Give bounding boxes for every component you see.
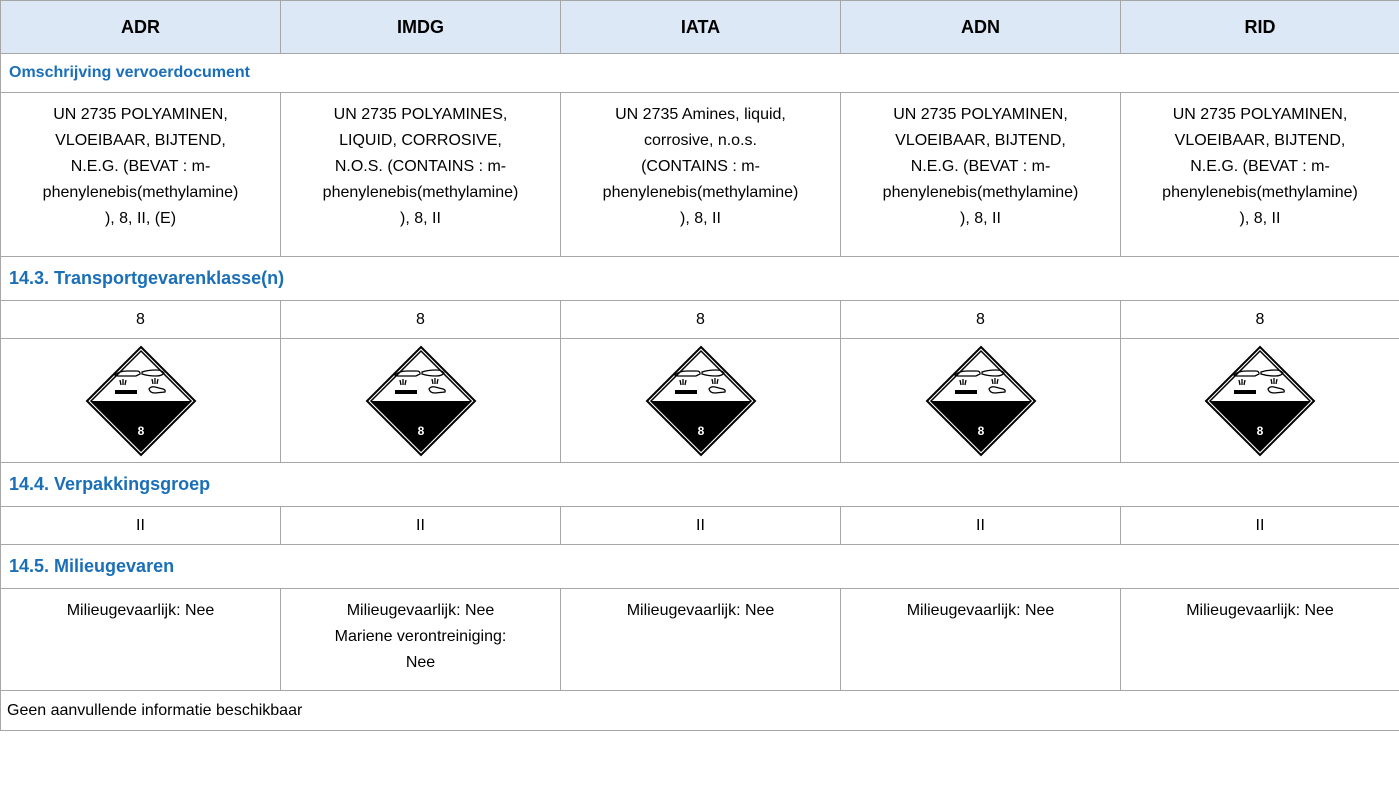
section-title-packing-group: 14.4. Verpakkingsgroep [1, 463, 1399, 507]
environment-iata: Milieugevaarlijk: Nee [561, 589, 841, 691]
hazard-class-imdg: 8 [281, 301, 561, 339]
section-title-environment: 14.5. Milieugevaren [1, 545, 1399, 589]
header-adn: ADN [841, 1, 1121, 54]
hazard-label-adn [841, 339, 1121, 463]
hazard-label-number: 8 [1256, 423, 1264, 438]
corrosive-hazard-icon [1204, 345, 1316, 457]
hazard-class-iata: 8 [561, 301, 841, 339]
corrosive-hazard-icon [365, 345, 477, 457]
section-row-description [1, 54, 1399, 93]
description-cell-iata: UN 2735 Amines, liquid, corrosive, n.o.s. (CONTAINS : m- phenylenebis(methylamine) ), 8, II [561, 93, 841, 257]
environment-adn: Milieugevaarlijk: Nee [841, 589, 1121, 691]
packing-group-imdg: II [281, 507, 561, 545]
hazard-class-row [1, 301, 1399, 339]
hazard-class-adn: 8 [841, 301, 1121, 339]
section-row-environment [1, 545, 1399, 589]
hazard-label-row [1, 339, 1399, 463]
section-title-description: Omschrijving vervoerdocument [1, 54, 1399, 93]
hazard-class-adr: 8 [1, 301, 281, 339]
packing-group-adn: II [841, 507, 1121, 545]
environment-imdg: Milieugevaarlijk: Nee Mariene verontreiniging: Nee [281, 589, 561, 691]
hazard-label-number: 8 [977, 423, 984, 438]
hazard-label-iata [561, 339, 841, 463]
additional-info-row [1, 691, 1399, 731]
header-rid: RID [1121, 1, 1399, 54]
description-cell-imdg: UN 2735 POLYAMINES, LIQUID, CORROSIVE, N.O.S. (CONTAINS : m- phenylenebis(methylamine) ), 8, II [281, 93, 561, 257]
description-cell-rid: UN 2735 POLYAMINEN, VLOEIBAAR, BIJTEND, N.E.G. (BEVAT : m- phenylenebis(methylamine) ), 8, II [1121, 93, 1399, 257]
environment-rid: Milieugevaarlijk: Nee [1121, 589, 1399, 691]
hazard-label-imdg [281, 339, 561, 463]
corrosive-hazard-icon [645, 345, 757, 457]
environment-row [1, 589, 1399, 691]
corrosive-hazard-icon [85, 345, 197, 457]
description-cell-adn: UN 2735 POLYAMINEN, VLOEIBAAR, BIJTEND, N.E.G. (BEVAT : m- phenylenebis(methylamine) ), 8, II [841, 93, 1121, 257]
packing-group-rid: II [1121, 507, 1399, 545]
header-imdg: IMDG [281, 1, 561, 54]
hazard-label-rid [1121, 339, 1399, 463]
description-cell-adr: UN 2735 POLYAMINEN, VLOEIBAAR, BIJTEND, N.E.G. (BEVAT : m- phenylenebis(methylamine) ), 8, II, (E) [1, 93, 281, 257]
section-title-hazard-class: 14.3. Transportgevarenklasse(n) [1, 257, 1399, 301]
hazard-label-number: 8 [417, 423, 424, 438]
section-row-hazard-class [1, 257, 1399, 301]
hazard-class-rid: 8 [1121, 301, 1399, 339]
hazard-label-number: 8 [697, 423, 704, 438]
header-iata: IATA [561, 1, 841, 54]
packing-group-iata: II [561, 507, 841, 545]
section-row-packing-group [1, 463, 1399, 507]
description-row [1, 93, 1399, 257]
environment-adr: Milieugevaarlijk: Nee [1, 589, 281, 691]
additional-info-text: Geen aanvullende informatie beschikbaar [1, 691, 1399, 731]
packing-group-row [1, 507, 1399, 545]
corrosive-hazard-icon [925, 345, 1037, 457]
header-row [1, 1, 1399, 54]
hazard-label-adr [1, 339, 281, 463]
hazard-label-number: 8 [137, 423, 144, 438]
packing-group-adr: II [1, 507, 281, 545]
header-adr: ADR [1, 1, 281, 54]
